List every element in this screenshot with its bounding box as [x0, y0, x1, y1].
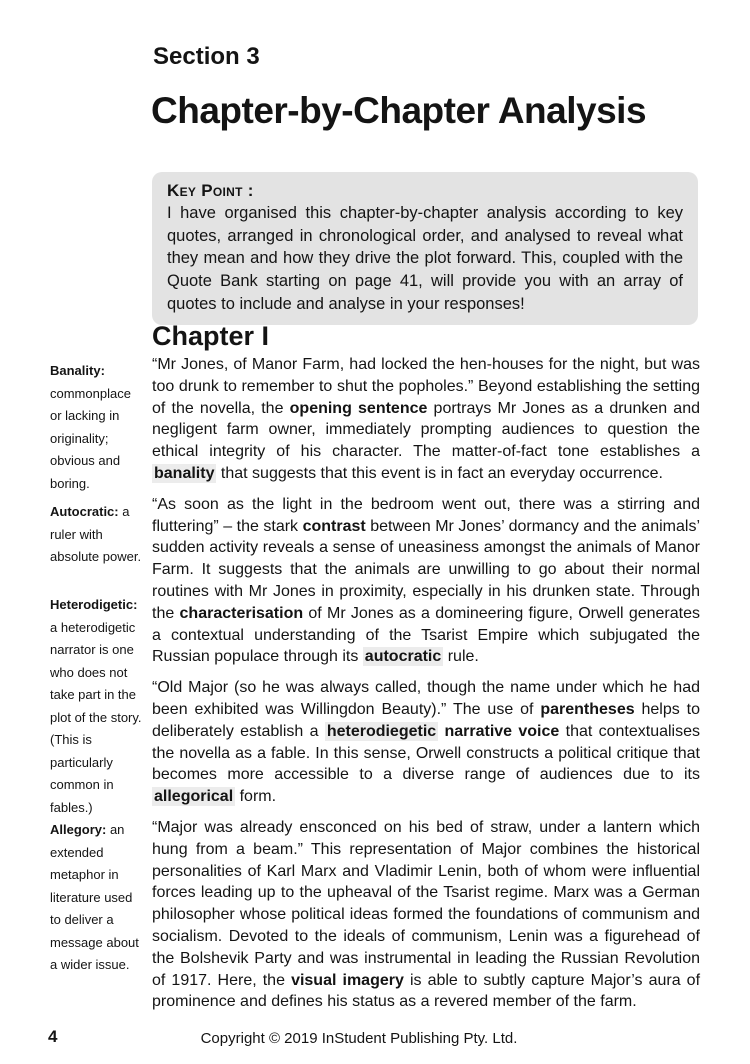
key-point-label: Key Point : — [167, 181, 254, 200]
paragraph-text: of Mr Jones as a domineering figure, Orwell generates a contextual understanding of the Tsarist Empire which subjugated the Russian populace through its — [152, 604, 701, 666]
literary-term: visual imagery — [291, 971, 404, 989]
paragraph-text: is able to subtly capture Major’s aura of prominence and defines his status as a revered member of the farm. — [152, 971, 701, 1011]
glossary-term: Allegory: — [50, 822, 107, 837]
margin-note: Autocratic: a ruler with absolute power. — [50, 504, 142, 564]
glossary-term: Autocratic: — [50, 504, 119, 519]
paragraph-text: helps to deliberately establish a — [152, 700, 700, 740]
paragraph-text: “Old Major (so he was always called, though the name under which he had been exhibited was Willingdon Beauty).” The use of — [152, 679, 700, 718]
chapter-heading: Chapter I — [152, 321, 270, 351]
analysis-paragraph — [152, 817, 700, 1013]
margin-note: Heterodigetic: a heterodigetic narrator is one who does not take part in the plot of the story. (This is particularly common in fables.) — [50, 597, 142, 815]
paragraph-text: that contextualises the novella as a fable. In this sense, Orwell constructs a political critique that becomes more accessible to a diverse range of audiences due to its — [152, 722, 701, 784]
literary-term: heterodiegetic — [326, 722, 437, 740]
paragraph-text: form. — [235, 788, 277, 806]
chapter-analysis-body — [152, 354, 700, 1022]
paragraph-text: “Mr Jones, of Manor Farm, had locked the hen-houses for the night, but was too drunk to remember to shut the popholes.” Beyond establishing the setting of the novella, the — [152, 356, 700, 417]
analysis-paragraph — [152, 494, 700, 668]
copyright-notice: Copyright © 2019 InStudent Publishing Pty. Ltd. — [200, 1030, 518, 1047]
literary-term: parentheses — [540, 700, 635, 718]
paragraph-text: portrays Mr Jones as a drunken and negligent farm owner, immediately prompting audiences to question the ethical integrity of his character. The matter-of-fact tone establishes a — [152, 399, 700, 461]
literary-term: contrast — [302, 517, 366, 535]
literary-term: autocratic — [364, 648, 442, 666]
paragraph-text: between Mr Jones’ dormancy and the animals’ sudden activity reveals a sense of uneasiness amongst the animals of Manor Farm. It suggests that the animals are unwilling to go about their normal routines with Mr Jones in proximity, especially in his drunken state. Through the — [152, 517, 700, 622]
key-point-box — [152, 172, 698, 325]
glossary-term: Banality: — [50, 363, 105, 378]
margin-note: Allegory: an extended metaphor in literature used to deliver a message about a wider issue. — [50, 822, 139, 972]
literary-term: opening sentence — [289, 399, 428, 417]
page-number: 4 — [48, 1027, 58, 1046]
literary-term: banality — [154, 464, 215, 482]
page-title: Chapter-by-Chapter Analysis — [151, 90, 647, 131]
paragraph-text: that suggests that this event is in fact an everyday occurrence. — [216, 464, 663, 482]
paragraph-text: rule. — [443, 648, 479, 666]
paragraph-text: “Major was already ensconced on his bed of straw, under a lantern which hung from a beam.” This representation of Major combines the historical personalities of Karl Marx and Vladimir Lenin, both of whom were influential forces leading up to the upheaval of the Tsarist regime. Marx was a German philosopher whose political ideas formed the foundations of communism and socialism. Devoted to the ideals of communism, Lenin was a figurehead of the Bolshevik Party and was instrumental in leading the Russian Revolution of 1917. Here, the — [152, 818, 700, 989]
analysis-paragraph — [152, 354, 700, 485]
margin-note: Banality: commonplace or lacking in originality; obvious and boring. — [50, 363, 131, 491]
literary-term: narrative voice — [444, 722, 560, 740]
section-label: Section 3 — [153, 43, 260, 70]
paragraph-text: “As soon as the light in the bedroom went out, there was a stirring and fluttering” – the stark — [152, 495, 700, 535]
literary-term: characterisation — [179, 604, 304, 622]
glossary-term: Heterodigetic: — [50, 597, 138, 612]
literary-term: allegorical — [154, 788, 234, 806]
key-point-text: I have organised this chapter-by-chapter analysis according to key quotes, arranged in chronological order, and analysed to reveal what they mean and how they drive the plot forward. This, coupled with the Quote Bank starting on page 41, will provide you with an array of quotes to include and analyse in your responses! — [167, 204, 683, 313]
analysis-paragraph — [152, 677, 700, 808]
